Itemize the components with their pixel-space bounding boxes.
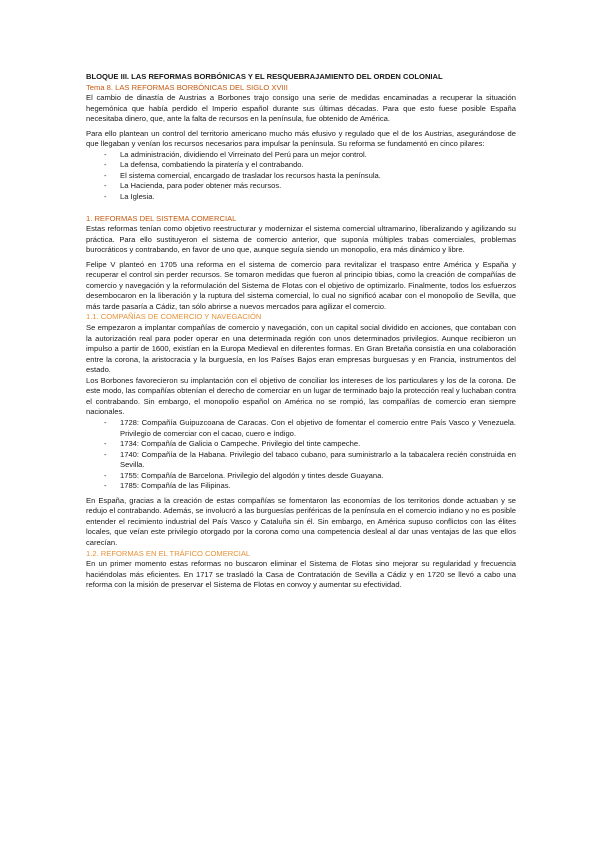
bullet-dash: -: [104, 470, 107, 480]
subsection-1-2-paragraph-1: En un primer momento estas reformas no buscaron eliminar el Sistema de Flotas sino mejorar su regularidad y frecuencia haciéndolas más eficientes. En 1717 se trasladó la Casa de Contratación de Sevilla a Cádiz y en 1720 se llevó a cabo una reforma con la misión de preservar el Sistema de Flotas en convoy y aumentar su efectividad.: [86, 559, 516, 590]
subsection-1-1-paragraph-3: En España, gracias a la creación de estas compañías se fomentaron las economías de los territorios donde actuaban y se redujo el contrabando. Además, se involucró a las burguesías periféricas de la península en el comercio indiano y no es posible entender el recimiento industrial del País Vasco y Cataluña sin él. Sin embargo, en América supuso conflictos con las élites locales, que veían este privilegio otorgado por la corona como una competencia desleal al dar unas ventajas de las que ellos carecían.: [86, 495, 516, 547]
bullet-dash: -: [104, 170, 107, 180]
list-item: - El sistema comercial, encargado de trasladar los recursos hasta la península.: [104, 170, 381, 180]
bullet-dash: -: [104, 439, 107, 449]
intro-paragraph-1: El cambio de dinastía de Austrias a Borbones trajo consigo una serie de medidas encaminadas a recuperar la situación hegemónica que había perdido el Imperio español durante sus últimas décadas. Para que esto fuese posible España necesitaba dinero, que, ante la falta de recursos en la península, fue obtenido de América.: [86, 93, 516, 124]
subsection-1-2-title: 1.2. REFORMAS EN EL TRÁFICO COMERCIAL: [86, 548, 251, 558]
section-1-paragraph-2: Felipe V planteó en 1705 una reforma en el sistema de comercio para revitalizar el traspaso entre América y España y recuperar el control sin perder recursos. Se tomaron medidas que fueron al principio tibias, como la creación de compañías de comercio y navegación y la reformulación del Sistema de Flotas con el objetivo de optimizarlo. Finalmente, todos los esfuerzos desembocaron en la liberación y la ruptura del sistema comercial, lo cual no significó acabar con el monopolio de Sevilla, que más tarde pasaría a Cádiz, tan sólo abrirse a nuevos mercados para agilizar el comercio.: [86, 259, 516, 311]
bloque-title: BLOQUE III. LAS REFORMAS BORBÓNICAS Y EL RESQUEBRAJAMIENTO DEL ORDEN COLONIAL: [86, 72, 443, 81]
bullet-dash: -: [104, 449, 107, 459]
list-item: - 1734: Compañía de Galicia o Campeche. Privilegio del tinte campeche.: [104, 439, 361, 449]
section-1-paragraph-1: Estas reformas tenían como objetivo reestructurar y modernizar el sistema comercial ultramarino, liberalizando y agilizando su práctica. Para ello sustituyeron el sistema de comercio anterior, que suponía múltiples trabas comerciales, problemas burocráticos y contrabando, en favor de uno que, aunque seguía siendo un monopolio, era más dinámico y libre.: [86, 224, 516, 255]
bullet-dash: -: [104, 192, 107, 202]
bullet-dash: -: [104, 160, 107, 170]
subsection-1-1-title: 1.1. COMPAÑÍAS DE COMERCIO Y NAVEGACIÓN: [86, 312, 262, 322]
list-item: - 1755: Compañía de Barcelona. Privilegio del algodón y tintes desde Guayana.: [104, 470, 384, 480]
section-1-title: 1. REFORMAS DEL SISTEMA COMERCIAL: [86, 213, 237, 223]
list-item: - 1728: Compañía Guipuzcoana de Caracas. Con el objetivo de fomentar el comercio entre País Vasco y Venezuela. Privilegio de comerciar con el cacao, cuero e índigo.: [104, 417, 516, 438]
intro-paragraph-2: Para ello plantean un control del territorio americano mucho más efusivo y regulado que el de los Austrias, asegurándose de que llegaban y venían los recursos necesarios para impulsar la península. Su reforma se fundamentó en cinco pilares:: [86, 128, 516, 149]
subsection-1-1-paragraph-1: Se empezaron a implantar compañías de comercio y navegación, con un capital social dividido en acciones, que contaban con la autorización real para poder operar en una determinada región con unos determinados privilegios. Aunque recibieron un impulso a partir de 1600, existían en la Europa Medieval en diferentes formas. En Gran Bretaña consistía en una colaboración entre la corona, la aristocracia y la burguesía, en los Países Bajos eran empresas burguesas y en Francia, instrumentos del estado.: [86, 323, 516, 375]
list-item: - La administración, dividiendo el Virreinato del Perú para un mejor control.: [104, 149, 367, 159]
list-item: - 1785: Compañía de las Filipinas.: [104, 481, 231, 491]
list-item: - La Iglesia.: [104, 192, 155, 202]
companies-list: [86, 418, 516, 492]
tema-title: Tema 8. LAS REFORMAS BORBÓNICAS DEL SIGLO XVIII: [86, 82, 288, 92]
bullet-dash: -: [104, 181, 107, 191]
list-item: - La Hacienda, para poder obtener más recursos.: [104, 181, 282, 191]
list-item: - 1740: Compañía de la Habana. Privilegio del tabaco cubano, para suministrarlo a la tabacalera recién construida en Sevilla.: [104, 449, 516, 470]
list-item: - La defensa, combatiendo la piratería y el contrabando.: [104, 160, 304, 170]
subsection-1-1-paragraph-2: Los Borbones favorecieron su implantación con el objetivo de conciliar los intereses de los particulares y los de la corona. De este modo, las compañías obtenían el derecho de comerciar en un lugar de terminado bajo la protección real y luchaban contra el contrabando. Sin embargo, el monopolio español on América no se rompió, las compañías de comercio eran siempre nacionales.: [86, 375, 516, 417]
bullet-dash: -: [104, 417, 107, 427]
document-page: [86, 72, 516, 591]
bullet-dash: -: [104, 149, 107, 159]
bullet-dash: -: [104, 481, 107, 491]
pillars-list: [86, 150, 516, 203]
